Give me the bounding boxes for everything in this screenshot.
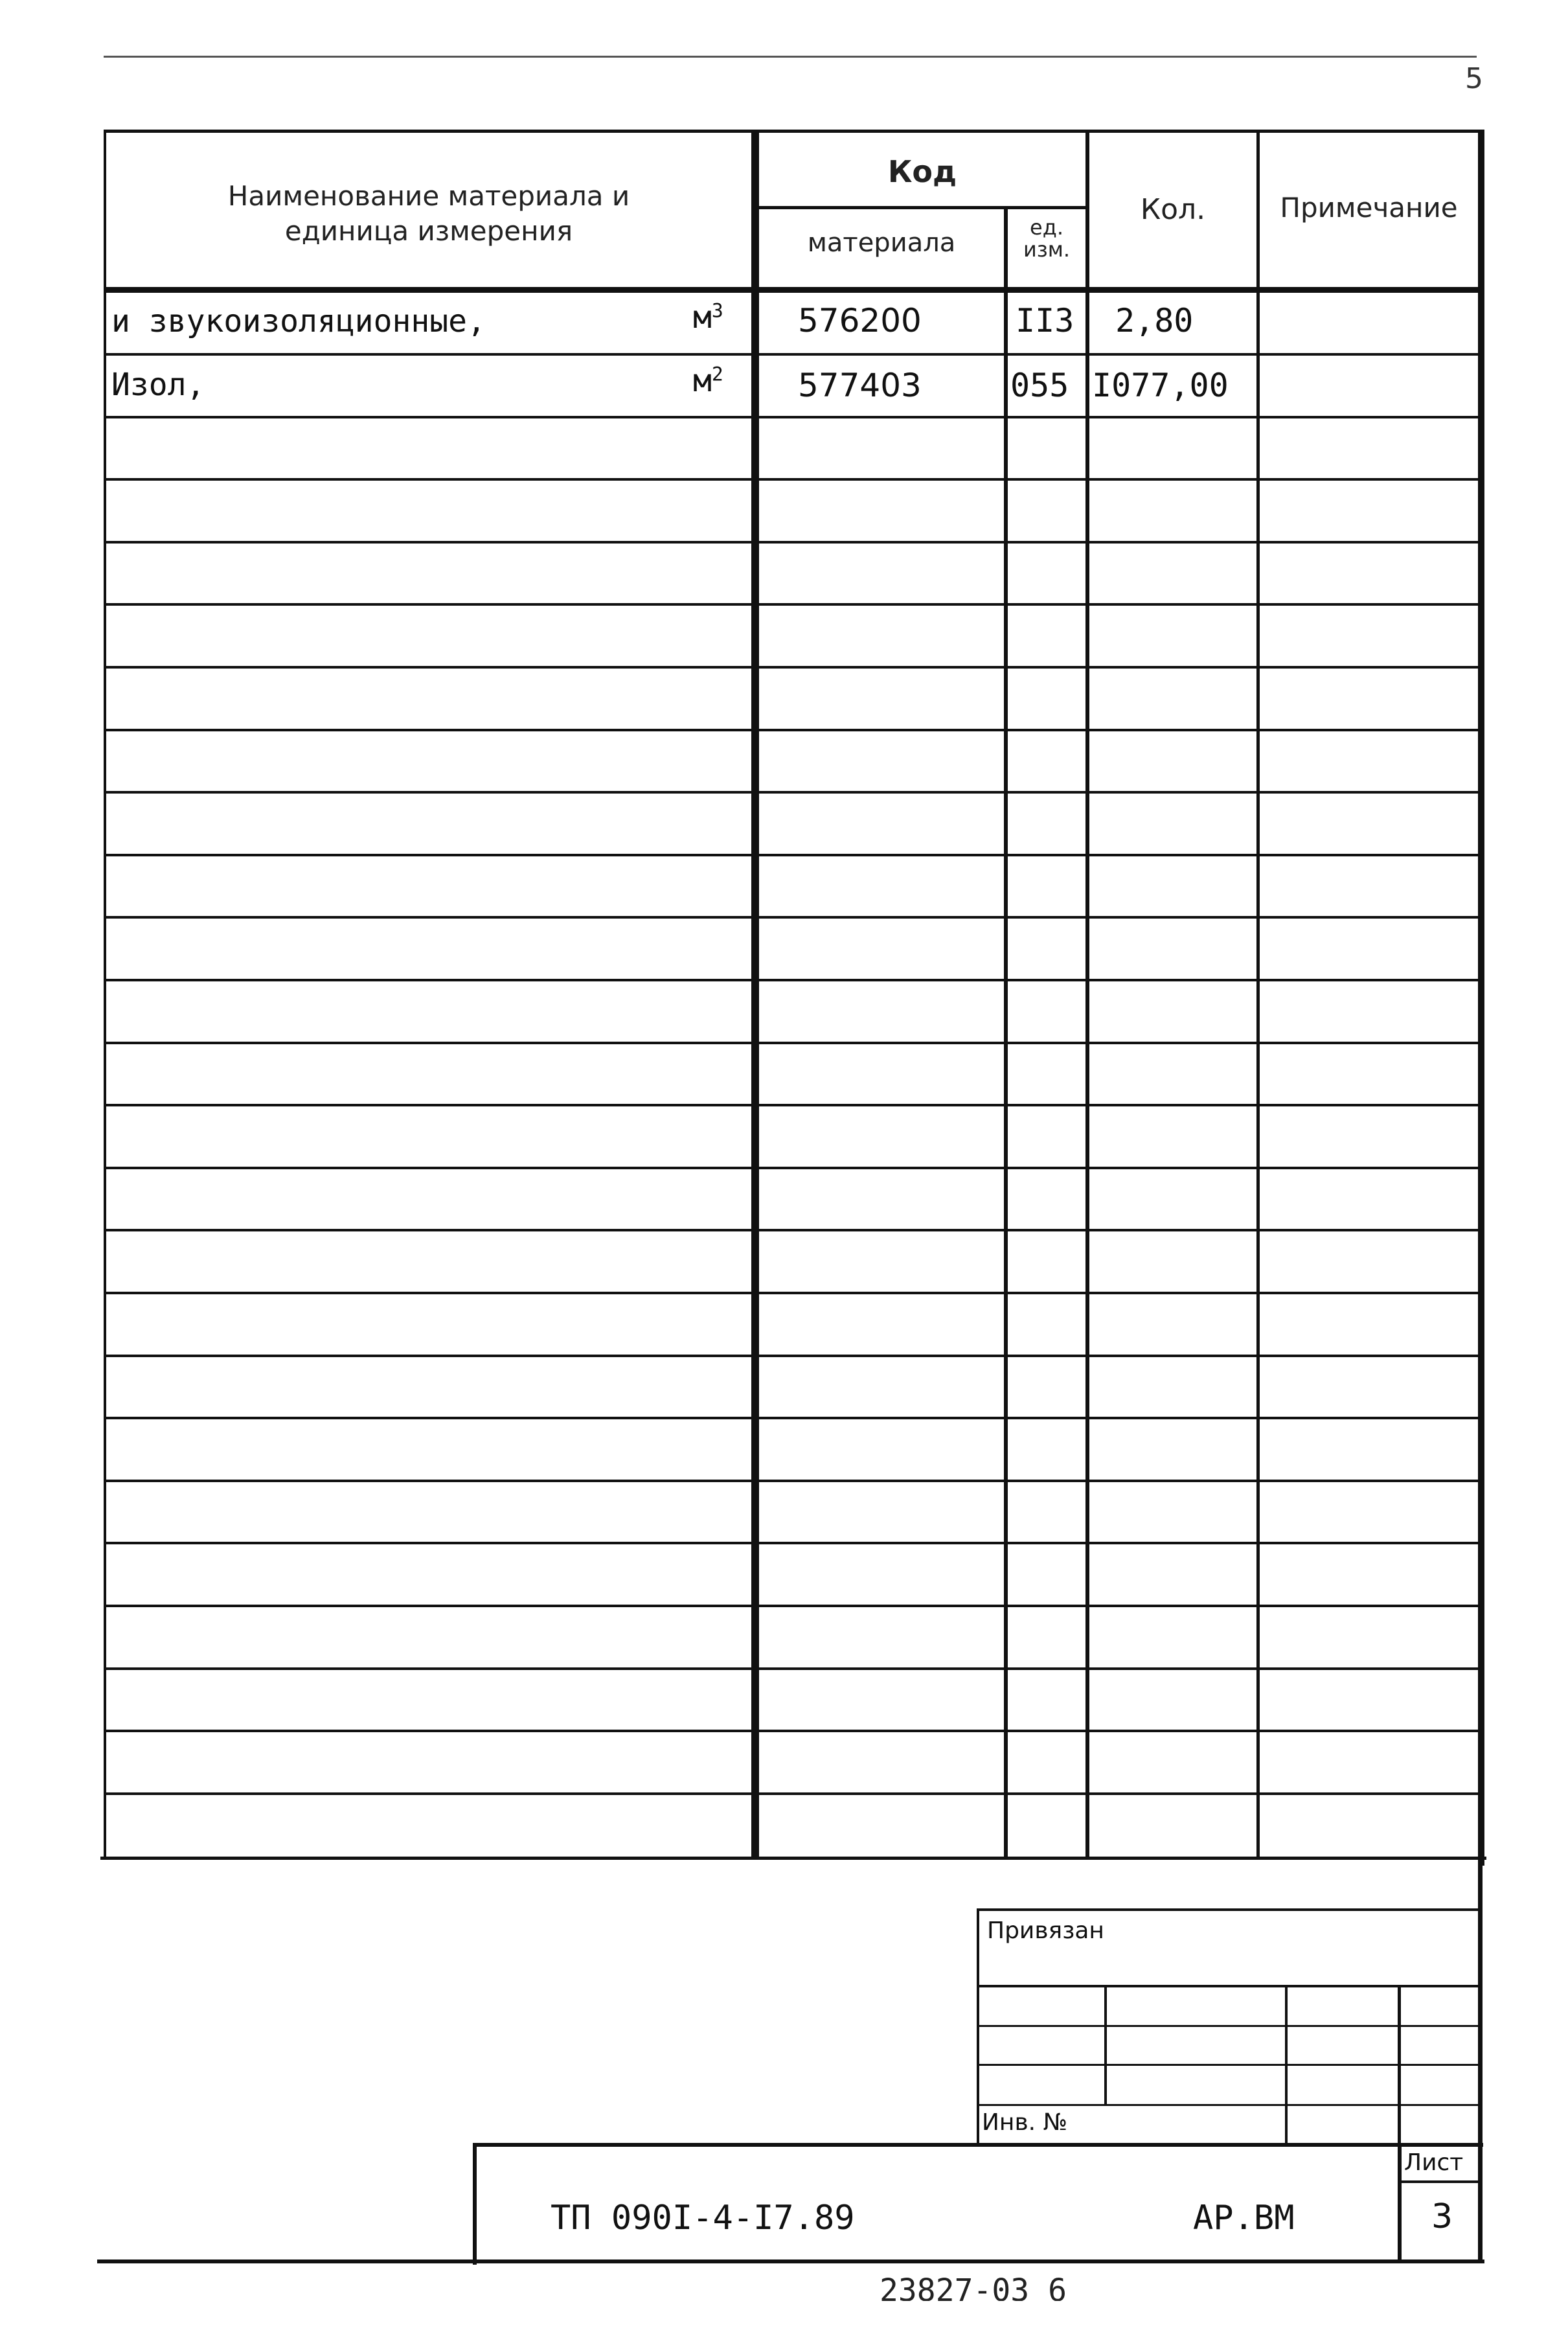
table-left-border — [104, 130, 106, 1859]
sheet-number: 3 — [1431, 2197, 1453, 2236]
col-line-name-code — [751, 130, 759, 1860]
row-unit — [693, 363, 723, 399]
row-unit-base: м — [693, 299, 712, 336]
document-code: ТП 090I-4-I7.89 — [551, 2199, 855, 2237]
sheet-cell-left — [1398, 2143, 1402, 2263]
row-divider-line — [104, 1480, 1479, 1482]
row-unit-power: 3 — [711, 299, 723, 323]
linked-block-line-3 — [977, 2064, 1482, 2066]
row-divider-line — [104, 916, 1479, 919]
row-name: и звукоизоляционные, — [111, 303, 486, 339]
top-margin-line — [104, 56, 1477, 58]
row-divider-line — [104, 1605, 1479, 1607]
row-material-code: 577403 — [798, 367, 922, 404]
linked-block-line-2 — [977, 2025, 1482, 2027]
header-name-line2: единица измерения — [284, 215, 573, 247]
row-divider-line — [104, 1167, 1479, 1169]
table-bottom-border — [100, 1857, 1486, 1860]
row-divider-line — [104, 666, 1479, 669]
row-divider-line — [104, 1042, 1479, 1044]
row-unit — [693, 299, 723, 336]
header-quantity: Кол. — [1140, 193, 1206, 226]
row-unit-power: 2 — [711, 363, 723, 386]
linked-block-v-1 — [1104, 1985, 1107, 2105]
linked-label: Привязан — [987, 1917, 1104, 1944]
header-bottom-border — [104, 287, 1484, 293]
table-top-border — [104, 130, 1484, 133]
row-divider-line — [104, 1292, 1479, 1294]
linked-block-line-1 — [977, 1985, 1482, 1987]
linked-block-left — [977, 1908, 979, 2145]
stamp-bottom-border — [97, 2260, 1484, 2263]
row-divider-line — [104, 1542, 1479, 1544]
header-unit-line2: изм. — [1023, 237, 1071, 262]
row-divider-line — [104, 791, 1479, 794]
header-code-unit — [1008, 216, 1085, 260]
linked-block-right — [1478, 1860, 1483, 2261]
row-divider-line — [104, 729, 1479, 731]
code-group-divider — [756, 206, 1088, 209]
stamp-left-border — [473, 2143, 477, 2265]
row-divider-line — [104, 416, 1479, 418]
row-quantity: I077,00 — [1092, 367, 1229, 404]
row-divider-line — [104, 1355, 1479, 1357]
row-divider-line — [104, 1792, 1479, 1795]
header-code-material: материала — [807, 228, 956, 258]
col-line-material-unit — [1004, 206, 1008, 1860]
sheet-label: Лист — [1404, 2149, 1464, 2176]
row-material-code: 576200 — [798, 302, 922, 339]
section-code: АР.ВМ — [1193, 2199, 1295, 2237]
linked-block-line-4 — [977, 2104, 1482, 2106]
inventory-label: Инв. № — [982, 2109, 1068, 2136]
header-name-col — [106, 179, 751, 249]
header-name-line1: Наименование материала и — [227, 180, 630, 212]
row-divider-line — [104, 1417, 1479, 1419]
linked-block-top — [977, 1908, 1482, 1911]
linked-block-v-2 — [1285, 1985, 1288, 2145]
row-quantity: 2,80 — [1115, 302, 1194, 339]
header-unit-line1: ед. — [1030, 215, 1063, 240]
row-divider-line — [104, 478, 1479, 481]
stamp-top-border — [473, 2143, 1483, 2147]
col-line-unit-qty — [1085, 130, 1089, 1860]
row-divider-line — [104, 1667, 1479, 1670]
row-divider-line — [104, 1104, 1479, 1106]
sheet-marker: 5 — [1465, 62, 1483, 95]
row-unit-code: II3 — [1016, 302, 1074, 339]
row-divider-line — [104, 854, 1479, 856]
row-divider-line — [104, 541, 1479, 543]
row-divider-line — [104, 603, 1479, 606]
row-divider-line — [104, 1229, 1479, 1231]
row-divider-line — [104, 979, 1479, 981]
row-divider-line — [104, 353, 1479, 356]
header-code-group: Код — [887, 154, 957, 189]
row-unit-base: м — [693, 363, 712, 399]
row-divider-line — [104, 1730, 1479, 1732]
header-note: Примечание — [1280, 192, 1458, 223]
col-line-qty-note — [1256, 130, 1260, 1860]
row-name: Изол, — [111, 367, 205, 403]
bottom-number: 23827-03 6 — [880, 2272, 1067, 2301]
row-unit-code: 055 — [1010, 367, 1069, 404]
linked-block-v-3 — [1398, 1985, 1401, 2145]
sheet-cell-divider — [1398, 2180, 1482, 2183]
